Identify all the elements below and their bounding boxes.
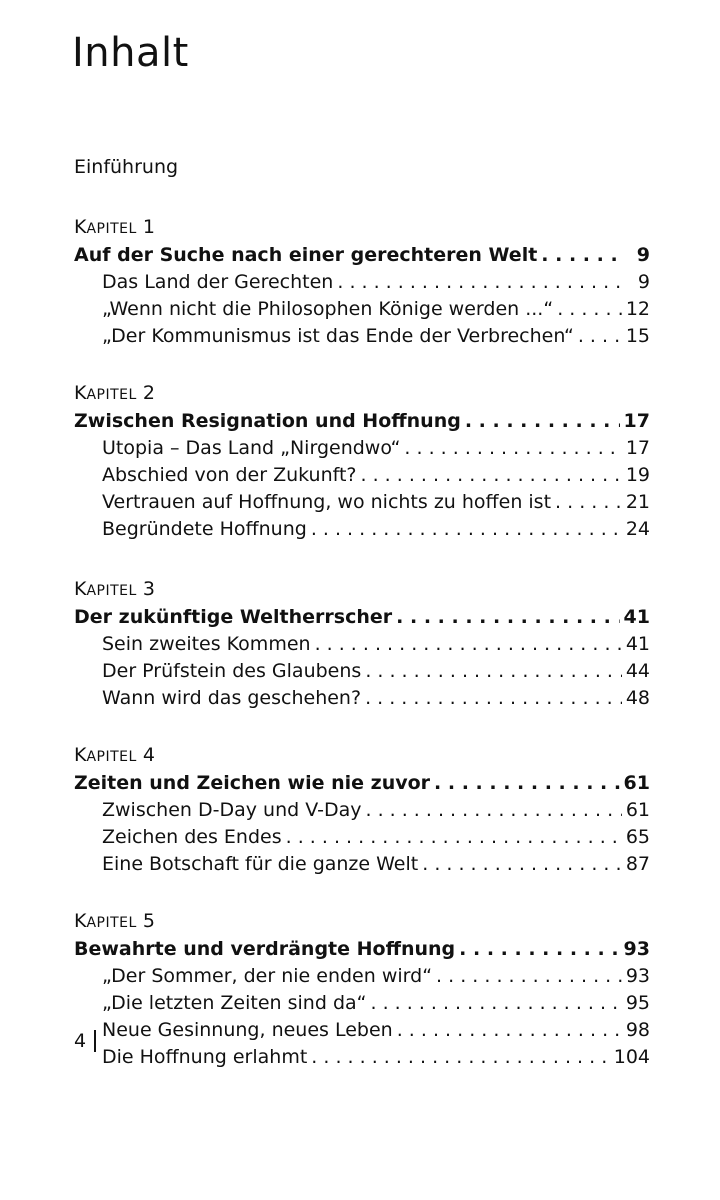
section-entry xyxy=(74,685,650,712)
dot-leader xyxy=(465,408,620,435)
dot-leader xyxy=(541,242,626,269)
section-entry-page: 9 xyxy=(637,271,650,293)
section-entry-page: 44 xyxy=(625,660,650,682)
section-entry xyxy=(74,296,650,323)
chapter-title-entry-label: Bewahrte und verdrängte Hoffnung xyxy=(74,938,456,960)
section-entry-label: Zeichen des Endes xyxy=(102,826,282,848)
chapter-heading xyxy=(74,906,650,936)
section-entry-label: „Der Kommunismus ist das Ende der Verbrechen“ xyxy=(102,325,574,347)
dot-leader xyxy=(311,1044,609,1071)
chapter-title-entry-label: Der zukünftige Weltherrscher xyxy=(74,606,393,628)
page-number-divider xyxy=(94,1030,96,1052)
chapter-number: 3 xyxy=(142,578,155,600)
chapter-heading xyxy=(74,574,650,604)
chapter-block xyxy=(74,906,650,1071)
section-entry-page: 21 xyxy=(625,491,650,513)
chapter-word-initial: K xyxy=(74,382,87,404)
section-entry-label: Neue Gesinnung, neues Leben xyxy=(102,1019,393,1041)
dot-leader xyxy=(396,604,619,631)
section-entry-label: Wann wird das geschehen? xyxy=(102,687,362,709)
chapter-heading xyxy=(74,378,650,408)
chapter-number: 5 xyxy=(142,910,155,932)
dot-leader xyxy=(434,770,620,797)
section-entry-page: 104 xyxy=(613,1046,650,1068)
section-entry-label: Das Land der Gerechten xyxy=(102,271,334,293)
section-entry-label: Utopia – Das Land „Nirgendwo“ xyxy=(102,437,401,459)
chapter-number: 4 xyxy=(142,744,155,766)
section-entry xyxy=(74,851,650,878)
chapter-title-entry-page: 17 xyxy=(623,410,650,432)
chapter-word-rest: APITEL xyxy=(86,387,137,403)
dot-leader xyxy=(311,516,622,543)
chapter-heading xyxy=(74,740,650,770)
dot-leader xyxy=(365,685,622,712)
chapter-title-entry xyxy=(74,242,650,269)
chapter-title-entry xyxy=(74,936,650,963)
chapter-title-entry-label: Zeiten und Zeichen wie nie zuvor xyxy=(74,772,431,794)
chapter-title-entry-page: 61 xyxy=(623,772,650,794)
chapter-title-entry-page: 9 xyxy=(636,244,650,266)
section-entry xyxy=(74,462,650,489)
section-entry-label: Begründete Hoffnung xyxy=(102,518,307,540)
section-entry-label: Sein zweites Kommen xyxy=(102,633,311,655)
chapter-title-entry xyxy=(74,408,650,435)
chapter-word-initial: K xyxy=(74,910,87,932)
chapter-word-initial: K xyxy=(74,216,87,238)
chapter-word-rest: APITEL xyxy=(86,749,137,765)
chapter-block xyxy=(74,212,650,350)
section-entry xyxy=(74,990,650,1017)
section-entry-label: Die Hoffnung erlahmt xyxy=(102,1046,308,1068)
section-entry-page: 41 xyxy=(625,633,650,655)
section-entry-page: 15 xyxy=(625,325,650,347)
chapter-number: 2 xyxy=(142,382,155,404)
section-entry-page: 98 xyxy=(625,1019,650,1041)
section-entry xyxy=(74,658,650,685)
chapter-word-rest: APITEL xyxy=(86,583,137,599)
section-entry-label: Abschied von der Zukunft? xyxy=(102,464,357,486)
section-entry-label: Der Prüfstein des Glaubens xyxy=(102,660,362,682)
section-entry-label: Eine Botschaft für die ganze Welt xyxy=(102,853,419,875)
dot-leader xyxy=(371,990,622,1017)
dot-leader xyxy=(555,489,622,516)
section-entry xyxy=(74,435,650,462)
section-entry-page: 12 xyxy=(625,298,650,320)
chapter-heading xyxy=(74,212,650,242)
chapter-word-rest: APITEL xyxy=(86,915,137,931)
section-entry-page: 19 xyxy=(625,464,650,486)
section-entry-page: 87 xyxy=(625,853,650,875)
section-entry-label: „Die letzten Zeiten sind da“ xyxy=(102,992,367,1014)
dot-leader xyxy=(459,936,619,963)
section-entry xyxy=(74,516,650,543)
chapter-number: 1 xyxy=(142,216,155,238)
section-entry-page: 65 xyxy=(625,826,650,848)
dot-leader xyxy=(578,323,622,350)
section-entry xyxy=(74,963,650,990)
chapter-title-entry xyxy=(74,604,650,631)
section-entry xyxy=(74,489,650,516)
page-footer xyxy=(74,1030,96,1052)
section-entry xyxy=(74,631,650,658)
dot-leader xyxy=(422,851,622,878)
section-entry-label: „Wenn nicht die Philosophen Könige werden ...“ xyxy=(102,298,554,320)
dot-leader xyxy=(315,631,622,658)
chapter-word-rest: APITEL xyxy=(86,221,137,237)
section-entry-label: Vertrauen auf Hoffnung, wo nichts zu hoffen ist xyxy=(102,491,552,513)
section-entry-page: 17 xyxy=(625,437,650,459)
dot-leader xyxy=(436,963,622,990)
section-entry xyxy=(74,1017,650,1044)
dot-leader xyxy=(361,462,622,489)
page-title: Inhalt xyxy=(72,30,189,76)
section-entry-page: 61 xyxy=(625,799,650,821)
section-entry-page: 95 xyxy=(625,992,650,1014)
dot-leader xyxy=(557,296,622,323)
chapter-title-entry-label: Zwischen Resignation und Hoffnung xyxy=(74,410,461,432)
chapter-title-entry xyxy=(74,770,650,797)
dot-leader xyxy=(397,1017,622,1044)
intro-entry: Einführung xyxy=(74,156,179,178)
chapter-title-entry-label: Auf der Suche nach einer gerechteren Welt xyxy=(74,244,538,266)
section-entry xyxy=(74,323,650,350)
dot-leader xyxy=(365,658,622,685)
chapter-word-initial: K xyxy=(74,578,87,600)
section-entry-page: 48 xyxy=(625,687,650,709)
section-entry-label: „Der Sommer, der nie enden wird“ xyxy=(102,965,433,987)
chapter-title-entry-page: 41 xyxy=(623,606,650,628)
dot-leader xyxy=(404,435,621,462)
section-entry xyxy=(74,824,650,851)
section-entry-page: 93 xyxy=(625,965,650,987)
dot-leader xyxy=(337,269,626,296)
section-entry xyxy=(74,1044,650,1071)
section-entry xyxy=(74,269,650,296)
chapter-word-initial: K xyxy=(74,744,87,766)
dot-leader xyxy=(365,797,621,824)
chapter-block xyxy=(74,740,650,878)
chapter-title-entry-page: 93 xyxy=(623,938,650,960)
section-entry-label: Zwischen D-Day und V-Day xyxy=(102,799,362,821)
dot-leader xyxy=(286,824,622,851)
section-entry-page: 24 xyxy=(625,518,650,540)
section-entry xyxy=(74,797,650,824)
chapter-block xyxy=(74,378,650,543)
chapter-block xyxy=(74,574,650,712)
page-number: 4 xyxy=(74,1030,87,1052)
